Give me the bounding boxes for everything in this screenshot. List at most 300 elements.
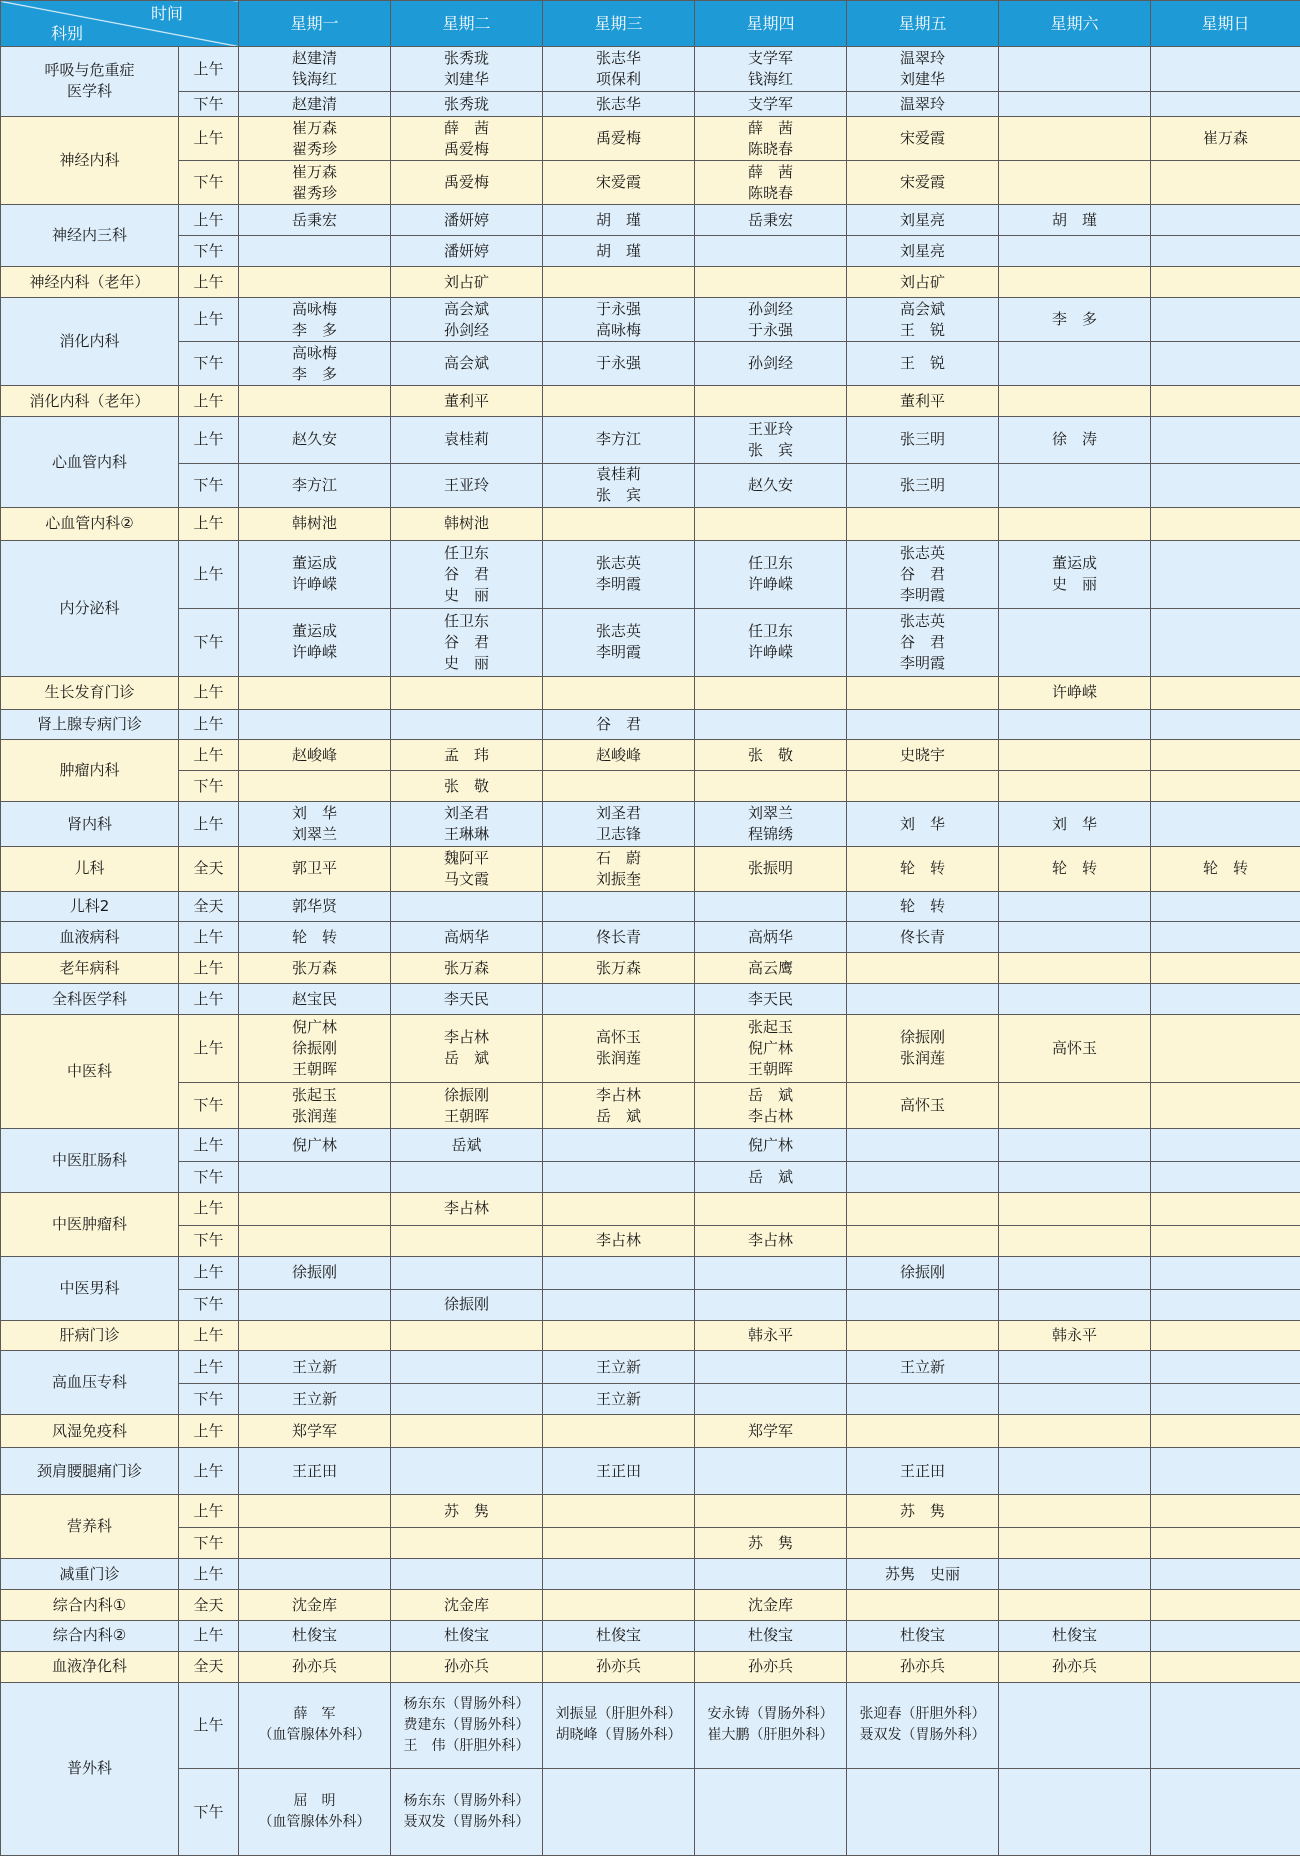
doctor-cell (543, 984, 695, 1015)
doctor-cell: 轮 转 (239, 922, 391, 953)
doctor-cell (999, 1082, 1151, 1128)
doctor-cell (1151, 1495, 1300, 1528)
doctor-cell: 赵建清 (239, 92, 391, 117)
session-label: 下午 (179, 1528, 239, 1559)
doctor-cell: 韩树池 (391, 507, 543, 540)
doctor-cell (847, 709, 999, 740)
doctor-cell: 郭华贤 (239, 891, 391, 922)
doctor-cell (1151, 709, 1300, 740)
session-label: 下午 (179, 463, 239, 507)
doctor-cell (1151, 540, 1300, 608)
schedule-row (1, 1193, 1300, 1226)
doctor-cell: 张 敬 (391, 771, 543, 802)
doctor-cell: 倪广林 (695, 1129, 847, 1162)
doctor-cell (999, 161, 1151, 205)
session-label: 上午 (179, 417, 239, 463)
doctor-cell: 刘圣君 王琳琳 (391, 802, 543, 847)
doctor-cell: 胡 瑾 (543, 205, 695, 236)
doctor-cell (847, 1769, 999, 1856)
doctor-cell: 魏阿平 马文霞 (391, 847, 543, 891)
doctor-cell: 杜俊宝 (239, 1620, 391, 1651)
schedule-row (1, 267, 1300, 298)
doctor-cell: 高会斌 (391, 342, 543, 386)
doctor-cell (695, 771, 847, 802)
doctor-cell: 孙亦兵 (391, 1651, 543, 1682)
department-name: 中医肛肠科 (1, 1129, 179, 1193)
doctor-cell (1151, 953, 1300, 984)
schedule-row (1, 984, 1300, 1015)
doctor-cell: 张起玉 倪广林 王朝晖 (695, 1015, 847, 1083)
doctor-cell (1151, 1769, 1300, 1856)
doctor-cell: 苏 隽 (695, 1528, 847, 1559)
session-label: 上午 (179, 47, 239, 92)
doctor-cell (695, 676, 847, 709)
doctor-cell (1151, 984, 1300, 1015)
session-label: 上午 (179, 984, 239, 1015)
doctor-cell: 于永强 (543, 342, 695, 386)
session-label: 上午 (179, 298, 239, 342)
doctor-cell (1151, 1620, 1300, 1651)
doctor-cell: 杨东东（胃肠外科） 费建东（胃肠外科） 王 伟（肝胆外科） (391, 1682, 543, 1768)
doctor-cell: 张志英 谷 君 李明霞 (847, 608, 999, 676)
schedule-body (1, 47, 1300, 1856)
doctor-cell (847, 1289, 999, 1320)
doctor-cell: 杜俊宝 (999, 1620, 1151, 1651)
doctor-cell: 高会斌 孙剑经 (391, 298, 543, 342)
doctor-cell (999, 1289, 1151, 1320)
doctor-cell (1151, 1448, 1300, 1495)
doctor-cell: 赵宝民 (239, 984, 391, 1015)
doctor-cell: 苏 隽 (391, 1495, 543, 1528)
doctor-cell (543, 1256, 695, 1289)
doctor-cell (695, 267, 847, 298)
doctor-cell (391, 1528, 543, 1559)
doctor-cell (999, 47, 1151, 92)
doctor-cell (239, 236, 391, 267)
doctor-cell: 孙亦兵 (999, 1651, 1151, 1682)
doctor-cell: 孙亦兵 (239, 1651, 391, 1682)
doctor-cell (543, 1590, 695, 1621)
session-label: 全天 (179, 891, 239, 922)
doctor-cell: 胡 瑾 (999, 205, 1151, 236)
doctor-cell: 孙剑经 于永强 (695, 298, 847, 342)
doctor-cell (543, 1289, 695, 1320)
doctor-cell: 王立新 (543, 1384, 695, 1415)
doctor-cell (391, 1320, 543, 1351)
schedule-row (1, 676, 1300, 709)
doctor-cell: 谷 君 (543, 709, 695, 740)
doctor-cell (999, 1129, 1151, 1162)
doctor-cell (695, 236, 847, 267)
doctor-cell: 李占林 岳 斌 (543, 1082, 695, 1128)
doctor-cell (999, 1769, 1151, 1856)
session-label: 上午 (179, 1351, 239, 1384)
doctor-cell (239, 267, 391, 298)
doctor-cell (999, 891, 1151, 922)
doctor-cell: 刘圣君 卫志锋 (543, 802, 695, 847)
doctor-cell (847, 507, 999, 540)
doctor-cell (695, 891, 847, 922)
doctor-cell: 张万森 (239, 953, 391, 984)
doctor-cell (695, 1193, 847, 1226)
doctor-cell: 刘振显（肝胆外科） 胡晓峰（胃肠外科） (543, 1682, 695, 1768)
doctor-cell (239, 709, 391, 740)
doctor-cell: 崔万森 (1151, 116, 1300, 160)
doctor-cell: 张志华 项保利 (543, 47, 695, 92)
doctor-cell: 刘 华 刘翠兰 (239, 802, 391, 847)
doctor-cell (999, 1448, 1151, 1495)
doctor-cell: 岳 斌 (695, 1162, 847, 1193)
session-label: 上午 (179, 1682, 239, 1768)
doctor-cell (847, 771, 999, 802)
doctor-cell (239, 1225, 391, 1256)
doctor-cell (391, 1448, 543, 1495)
doctor-cell: 高会斌 王 锐 (847, 298, 999, 342)
day-header: 星期二 (391, 1, 543, 47)
session-label: 下午 (179, 1384, 239, 1415)
department-name: 中医肿瘤科 (1, 1193, 179, 1257)
doctor-cell: 韩树池 (239, 507, 391, 540)
doctor-cell: 董利平 (391, 386, 543, 417)
doctor-cell: 支学军 钱海红 (695, 47, 847, 92)
session-label: 上午 (179, 1193, 239, 1226)
doctor-cell: 赵久安 (695, 463, 847, 507)
doctor-cell: 高怀玉 张润莲 (543, 1015, 695, 1083)
session-label: 下午 (179, 342, 239, 386)
doctor-cell (391, 1559, 543, 1590)
doctor-cell (999, 507, 1151, 540)
doctor-cell (695, 1351, 847, 1384)
doctor-cell: 王 锐 (847, 342, 999, 386)
schedule-row (1, 417, 1300, 463)
schedule-row (1, 298, 1300, 342)
doctor-cell: 李方江 (543, 417, 695, 463)
doctor-cell (847, 1129, 999, 1162)
doctor-cell (847, 1415, 999, 1448)
department-name: 内分泌科 (1, 540, 179, 676)
session-label: 上午 (179, 1129, 239, 1162)
session-label: 上午 (179, 205, 239, 236)
session-label: 上午 (179, 1559, 239, 1590)
session-label: 上午 (179, 922, 239, 953)
doctor-cell (1151, 891, 1300, 922)
doctor-cell (999, 236, 1151, 267)
doctor-cell: 孙剑经 (695, 342, 847, 386)
session-label: 全天 (179, 1651, 239, 1682)
doctor-cell (1151, 463, 1300, 507)
doctor-cell: 薛 茜 陈晓春 (695, 161, 847, 205)
doctor-cell: 杨东东（胃肠外科） 聂双发（胃肠外科） (391, 1769, 543, 1856)
department-name: 消化内科 (1, 298, 179, 386)
schedule-row (1, 1495, 1300, 1528)
doctor-cell (695, 1495, 847, 1528)
department-name: 心血管内科 (1, 417, 179, 508)
doctor-cell (999, 342, 1151, 386)
doctor-cell (1151, 608, 1300, 676)
doctor-cell: 李天民 (695, 984, 847, 1015)
department-name: 神经内科（老年） (1, 267, 179, 298)
doctor-cell: 轮 转 (1151, 847, 1300, 891)
doctor-cell (847, 1528, 999, 1559)
doctor-cell: 赵峻峰 (239, 740, 391, 771)
doctor-cell: 岳秉宏 (695, 205, 847, 236)
doctor-cell: 潘妍婷 (391, 236, 543, 267)
doctor-cell: 郑学军 (239, 1415, 391, 1448)
doctor-cell (239, 1559, 391, 1590)
department-name: 消化内科（老年） (1, 386, 179, 417)
doctor-cell (543, 1193, 695, 1226)
session-label: 上午 (179, 1320, 239, 1351)
doctor-cell (543, 267, 695, 298)
doctor-cell: 孟 玮 (391, 740, 543, 771)
doctor-cell (543, 1495, 695, 1528)
doctor-cell: 王立新 (239, 1351, 391, 1384)
doctor-cell: 岳斌 (391, 1129, 543, 1162)
doctor-cell (695, 1256, 847, 1289)
schedule-row (1, 116, 1300, 160)
doctor-cell: 任卫东 谷 君 史 丽 (391, 540, 543, 608)
doctor-cell: 宋爱霞 (847, 116, 999, 160)
doctor-cell: 张秀珑 刘建华 (391, 47, 543, 92)
day-header: 星期三 (543, 1, 695, 47)
doctor-cell (999, 1528, 1151, 1559)
session-label: 全天 (179, 1590, 239, 1621)
department-name: 颈肩腰腿痛门诊 (1, 1448, 179, 1495)
doctor-cell (1151, 922, 1300, 953)
doctor-cell: 高炳华 (695, 922, 847, 953)
schedule-row (1, 161, 1300, 205)
doctor-cell: 李 多 (999, 298, 1151, 342)
doctor-cell: 郭卫平 (239, 847, 391, 891)
doctor-cell (999, 386, 1151, 417)
doctor-cell: 张万森 (543, 953, 695, 984)
doctor-cell: 刘翠兰 程锦绣 (695, 802, 847, 847)
doctor-cell (1151, 1320, 1300, 1351)
doctor-cell (999, 1384, 1151, 1415)
session-label: 下午 (179, 1082, 239, 1128)
doctor-cell: 刘占矿 (391, 267, 543, 298)
doctor-cell: 张志英 谷 君 李明霞 (847, 540, 999, 608)
doctor-cell (695, 1559, 847, 1590)
doctor-cell: 王正田 (847, 1448, 999, 1495)
schedule-row (1, 1769, 1300, 1856)
schedule-row (1, 1015, 1300, 1083)
department-name: 神经内科 (1, 116, 179, 204)
doctor-cell (391, 891, 543, 922)
doctor-cell: 张秀珑 (391, 92, 543, 117)
session-label: 上午 (179, 709, 239, 740)
doctor-cell (391, 1384, 543, 1415)
doctor-cell: 徐振刚 (239, 1256, 391, 1289)
doctor-cell: 韩永平 (999, 1320, 1151, 1351)
schedule-row (1, 1682, 1300, 1768)
doctor-cell (391, 1351, 543, 1384)
session-label: 下午 (179, 1289, 239, 1320)
session-label: 下午 (179, 1769, 239, 1856)
day-header: 星期五 (847, 1, 999, 47)
doctor-cell (1151, 236, 1300, 267)
doctor-cell (1151, 1559, 1300, 1590)
doctor-cell: 李占林 岳 斌 (391, 1015, 543, 1083)
day-header: 星期日 (1151, 1, 1300, 47)
doctor-cell: 崔万森 翟秀珍 (239, 161, 391, 205)
doctor-cell (847, 1320, 999, 1351)
doctor-cell: 李占林 (391, 1193, 543, 1226)
session-label: 上午 (179, 267, 239, 298)
doctor-cell: 董运成 许峥嵘 (239, 540, 391, 608)
doctor-cell: 高咏梅 李 多 (239, 298, 391, 342)
doctor-cell: 刘占矿 (847, 267, 999, 298)
doctor-cell: 张 敬 (695, 740, 847, 771)
doctor-cell (999, 1351, 1151, 1384)
schedule-row (1, 92, 1300, 117)
session-label: 上午 (179, 540, 239, 608)
schedule-row (1, 1289, 1300, 1320)
schedule-row (1, 608, 1300, 676)
session-label: 上午 (179, 740, 239, 771)
doctor-cell (999, 709, 1151, 740)
doctor-cell: 王立新 (847, 1351, 999, 1384)
department-name: 老年病科 (1, 953, 179, 984)
doctor-cell (239, 771, 391, 802)
doctor-cell (1151, 1015, 1300, 1083)
schedule-row (1, 236, 1300, 267)
doctor-cell (1151, 1682, 1300, 1768)
department-name: 心血管内科② (1, 507, 179, 540)
doctor-cell: 孙亦兵 (695, 1651, 847, 1682)
department-name: 呼吸与危重症 医学科 (1, 47, 179, 117)
doctor-cell (543, 771, 695, 802)
doctor-cell: 宋爱霞 (543, 161, 695, 205)
department-name: 综合内科② (1, 1620, 179, 1651)
session-label: 上午 (179, 116, 239, 160)
doctor-cell: 董利平 (847, 386, 999, 417)
doctor-cell: 于永强 高咏梅 (543, 298, 695, 342)
doctor-cell (1151, 47, 1300, 92)
doctor-cell (999, 1415, 1151, 1448)
doctor-cell (999, 608, 1151, 676)
doctor-cell (239, 1320, 391, 1351)
doctor-cell: 张志英 李明霞 (543, 540, 695, 608)
doctor-cell (391, 1256, 543, 1289)
schedule-row (1, 540, 1300, 608)
doctor-cell (1151, 1528, 1300, 1559)
doctor-cell (1151, 417, 1300, 463)
doctor-cell (1151, 92, 1300, 117)
doctor-cell: 韩永平 (695, 1320, 847, 1351)
doctor-cell: 任卫东 许峥嵘 (695, 540, 847, 608)
department-name: 肾内科 (1, 802, 179, 847)
doctor-cell (543, 1559, 695, 1590)
session-label: 下午 (179, 771, 239, 802)
doctor-cell: 高怀玉 (847, 1082, 999, 1128)
doctor-cell (1151, 1289, 1300, 1320)
session-label: 上午 (179, 1256, 239, 1289)
doctor-cell: 潘妍婷 (391, 205, 543, 236)
department-name: 全科医学科 (1, 984, 179, 1015)
doctor-cell (1151, 740, 1300, 771)
doctor-cell (543, 891, 695, 922)
session-label: 下午 (179, 92, 239, 117)
session-label: 上午 (179, 386, 239, 417)
doctor-cell: 温翠玲 刘建华 (847, 47, 999, 92)
doctor-cell: 张三明 (847, 417, 999, 463)
schedule-row (1, 386, 1300, 417)
doctor-cell (999, 771, 1151, 802)
doctor-cell: 王亚玲 张 宾 (695, 417, 847, 463)
session-label: 上午 (179, 507, 239, 540)
doctor-cell (391, 1162, 543, 1193)
doctor-cell (1151, 676, 1300, 709)
department-name: 综合内科① (1, 1590, 179, 1621)
doctor-cell (1151, 1225, 1300, 1256)
doctor-cell (695, 507, 847, 540)
schedule-row (1, 1590, 1300, 1621)
doctor-cell: 佟长青 (847, 922, 999, 953)
doctor-cell: 李方江 (239, 463, 391, 507)
doctor-cell (1151, 802, 1300, 847)
doctor-cell (999, 740, 1151, 771)
doctor-cell: 赵久安 (239, 417, 391, 463)
doctor-cell: 胡 瑾 (543, 236, 695, 267)
doctor-cell: 宋爱霞 (847, 161, 999, 205)
doctor-cell (543, 1769, 695, 1856)
department-name: 肾上腺专病门诊 (1, 709, 179, 740)
doctor-cell: 沈金库 (391, 1590, 543, 1621)
doctor-cell (695, 1448, 847, 1495)
doctor-cell: 袁桂莉 (391, 417, 543, 463)
schedule-row (1, 1162, 1300, 1193)
doctor-cell: 孙亦兵 (543, 1651, 695, 1682)
doctor-cell (999, 1162, 1151, 1193)
doctor-cell (543, 1320, 695, 1351)
doctor-cell: 安永铸（胃肠外科） 崔大鹏（肝胆外科） (695, 1682, 847, 1768)
doctor-cell: 李占林 (695, 1225, 847, 1256)
doctor-cell: 禹爱梅 (543, 116, 695, 160)
doctor-cell (239, 1495, 391, 1528)
doctor-cell: 袁桂莉 张 宾 (543, 463, 695, 507)
doctor-cell (847, 953, 999, 984)
doctor-cell (695, 386, 847, 417)
department-name: 儿科2 (1, 891, 179, 922)
doctor-cell (543, 1162, 695, 1193)
doctor-cell: 薛 茜 陈晓春 (695, 116, 847, 160)
doctor-cell: 杜俊宝 (695, 1620, 847, 1651)
doctor-cell (1151, 1651, 1300, 1682)
doctor-cell: 徐振刚 (391, 1289, 543, 1320)
doctor-cell (239, 1289, 391, 1320)
doctor-cell: 张迎春（肝胆外科） 聂双发（胃肠外科） (847, 1682, 999, 1768)
doctor-cell (239, 386, 391, 417)
department-name: 儿科 (1, 847, 179, 891)
session-label: 下午 (179, 236, 239, 267)
doctor-cell: 张三明 (847, 463, 999, 507)
doctor-cell: 刘 华 (847, 802, 999, 847)
session-label: 下午 (179, 1162, 239, 1193)
doctor-cell: 温翠玲 (847, 92, 999, 117)
doctor-cell: 徐 涛 (999, 417, 1151, 463)
schedule-row (1, 1559, 1300, 1590)
doctor-cell: 刘星亮 (847, 205, 999, 236)
session-label: 下午 (179, 161, 239, 205)
doctor-cell (391, 1415, 543, 1448)
session-label: 上午 (179, 676, 239, 709)
doctor-cell: 沈金库 (239, 1590, 391, 1621)
doctor-cell (999, 116, 1151, 160)
schedule-row (1, 740, 1300, 771)
doctor-cell (847, 984, 999, 1015)
schedule-row (1, 1384, 1300, 1415)
